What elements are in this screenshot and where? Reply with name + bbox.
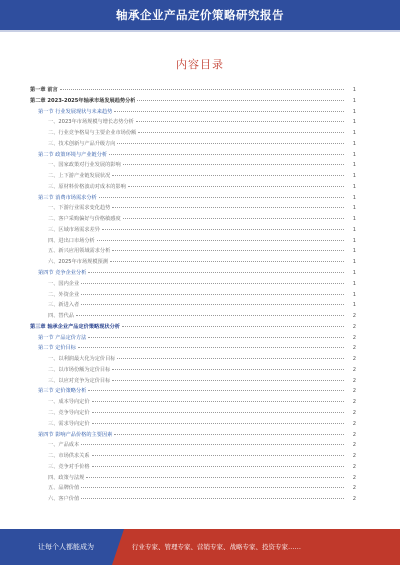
toc-entry-page: 2: [352, 388, 356, 395]
toc-entry-page: 2: [352, 474, 356, 481]
toc-entry-page: 2: [352, 377, 356, 384]
toc-entry-page: 1: [352, 173, 356, 180]
footer-tagline: 行业专家、管理专家、营销专家、战略专家、投资专家……: [132, 543, 301, 551]
toc-leader-dots: [114, 105, 344, 112]
toc-entry-page: 2: [352, 345, 356, 352]
toc-entry-page: 1: [352, 183, 356, 190]
toc-entry-page: 2: [352, 442, 356, 449]
toc-entry-page: 2: [352, 334, 356, 341]
toc-leader-dots: [81, 288, 344, 295]
toc-entry-title: 第三节 定价策略分析: [38, 388, 87, 395]
toc-leader-dots: [109, 148, 344, 155]
toc-leader-dots: [76, 309, 344, 316]
toc-leader-dots: [110, 255, 344, 262]
toc-entry-page: 2: [352, 323, 356, 330]
toc-entry-title: 六、2025年市场规模预测: [48, 259, 108, 266]
toc-entry-title: 四、进出口市场分析: [48, 237, 95, 244]
toc-entry-title: 六、客户价值: [48, 496, 80, 503]
toc-entry-page: 1: [352, 216, 356, 223]
toc-entry-title: 第三章 轴承企业产品定价策略现状分析: [30, 323, 120, 330]
toc-leader-dots: [92, 449, 344, 456]
toc-leader-dots: [117, 352, 344, 359]
toc-entry-title: 第一章 前言: [30, 87, 58, 93]
toc-entry-title: 二、外资企业: [48, 291, 80, 298]
toc-entry-page: 1: [352, 87, 356, 93]
toc-entry-page: 2: [352, 399, 356, 406]
toc-leader-dots: [112, 374, 344, 381]
toc-entry-page: 2: [352, 431, 356, 438]
report-title: 轴承企业产品定价策略研究报告: [116, 8, 284, 22]
toc-leader-dots: [137, 94, 344, 101]
toc-leader-dots: [60, 83, 344, 90]
toc-list: [30, 84, 356, 504]
toc-entry-title: 二、竞争导向定价: [48, 409, 90, 416]
toc-entry-page: 1: [352, 119, 356, 126]
toc-entry-page: 2: [352, 453, 356, 460]
toc-leader-dots: [81, 492, 344, 499]
toc-entry-page: 1: [352, 248, 356, 255]
toc-entry-page: 1: [352, 205, 356, 212]
toc-entry-title: 一、国内企业: [48, 280, 80, 287]
toc-entry-title: 五、品牌价值: [48, 485, 80, 492]
toc-leader-dots: [123, 212, 344, 219]
toc-entry-title: 第三节 消费市场需求分析: [38, 194, 97, 201]
toc-leader-dots: [123, 158, 344, 165]
toc-leader-dots: [112, 363, 344, 370]
toc-entry-title: 五、新兴应用领域需求分析: [48, 248, 111, 255]
toc-entry-page: 1: [352, 162, 356, 169]
toc-entry[interactable]: [30, 493, 356, 504]
toc-entry-page: 1: [352, 280, 356, 287]
toc-entry-page: 1: [352, 270, 356, 277]
toc-leader-dots: [81, 438, 344, 445]
toc-entry-title: 一、产品成本: [48, 442, 80, 449]
toc-entry-title: 一、国家政策对行业发展的影响: [48, 162, 121, 169]
toc-entry-title: 四、政策与法规: [48, 474, 85, 481]
toc-leader-dots: [122, 320, 344, 327]
toc-entry-title: 三、原材料价格波动对成本的影响: [48, 183, 126, 190]
toc-entry-title: 第一节 行业发展现状与未来趋势: [38, 108, 113, 115]
toc-leader-dots: [97, 234, 344, 241]
toc-entry-title: 二、上下游产业链发展状况: [48, 173, 111, 180]
toc-leader-dots: [112, 169, 344, 176]
toc-entry-page: 1: [352, 130, 356, 137]
toc-entry-title: 一、成本导向定价: [48, 399, 90, 406]
toc-entry-title: 三、区域市场需求差异: [48, 226, 100, 233]
toc-leader-dots: [99, 191, 344, 198]
toc-entry-page: 1: [352, 194, 356, 201]
toc-entry-title: 二、市场供求关系: [48, 453, 90, 460]
toc-leader-dots: [81, 298, 344, 305]
toc-entry-title: 第一节 产品定价方法: [38, 334, 87, 341]
toc-entry-title: 一、下游行业需求变化趋势: [48, 205, 111, 212]
page-sheet: [0, 32, 400, 529]
toc-entry-page: 1: [352, 237, 356, 244]
toc-leader-dots: [112, 244, 344, 251]
toc-leader-dots: [81, 277, 344, 284]
toc-entry-title: 四、替代品: [48, 313, 74, 320]
toc-leader-dots: [86, 471, 344, 478]
toc-entry-title: 第四节 影响产品价格的主要因素: [38, 431, 113, 438]
toc-entry-title: 三、需求导向定价: [48, 420, 90, 427]
toc-leader-dots: [114, 428, 344, 435]
toc-entry-title: 一、以利润最大化为定价目标: [48, 356, 116, 363]
toc-entry-page: 2: [352, 366, 356, 373]
toc-entry-page: 1: [352, 291, 356, 298]
toc-leader-dots: [81, 481, 344, 488]
toc-entry-page: 1: [352, 259, 356, 266]
toc-entry-title: 第四节 竞争企业分析: [38, 270, 87, 277]
toc-entry-page: 2: [352, 463, 356, 470]
toc-leader-dots: [92, 460, 344, 467]
toc-entry-page: 1: [352, 302, 356, 309]
toc-entry-title: 三、新进入者: [48, 302, 80, 309]
toc-leader-dots: [138, 126, 344, 133]
toc-leader-dots: [88, 266, 344, 273]
toc-entry-page: 1: [352, 226, 356, 233]
toc-entry-title: 三、以应对竞争为定价目标: [48, 377, 111, 384]
toc-leader-dots: [112, 201, 344, 208]
toc-entry-page: 2: [352, 420, 356, 427]
toc-entry-page: 2: [352, 496, 356, 503]
toc-leader-dots: [102, 223, 344, 230]
toc-entry-title: 三、竞争对手价格: [48, 463, 90, 470]
toc-entry-title: 第二节 政策环境与产业链分析: [38, 151, 108, 158]
toc-leader-dots: [117, 137, 344, 144]
toc-entry-title: 一、2023年市场规模与增长态势分析: [48, 119, 134, 126]
toc-entry-page: 2: [352, 313, 356, 320]
footer-slogan: 让每个人都能成为: [38, 543, 94, 551]
toc-leader-dots: [88, 384, 344, 391]
toc-leader-dots: [88, 331, 344, 338]
toc-entry-page: 2: [352, 356, 356, 363]
toc-entry-title: 三、技术创新与产品升级方向: [48, 140, 116, 147]
toc-entry-page: 1: [352, 140, 356, 147]
toc-leader-dots: [128, 180, 344, 187]
toc-entry-page: 1: [352, 108, 356, 115]
toc-entry-title: 第二章 2023-2025年轴承市场发展趋势分析: [30, 97, 136, 104]
toc-leader-dots: [92, 395, 344, 402]
toc-entry-title: 二、行业竞争格局与主要企业市场份额: [48, 130, 137, 137]
toc-entry-page: 2: [352, 485, 356, 492]
toc-leader-dots: [92, 406, 344, 413]
toc-entry-title: 二、客户采购偏好与价格敏感度: [48, 216, 121, 223]
toc-leader-dots: [92, 417, 344, 424]
toc-title: 内容目录: [176, 58, 224, 71]
toc-entry-title: 二、以市场份额为定价目标: [48, 366, 111, 373]
toc-entry-page: 2: [352, 409, 356, 416]
toc-entry-page: 1: [352, 97, 356, 104]
toc-leader-dots: [136, 115, 344, 122]
toc-entry-page: 1: [352, 151, 356, 158]
toc-entry-title: 第二节 定价目标: [38, 345, 76, 352]
toc-leader-dots: [78, 341, 344, 348]
